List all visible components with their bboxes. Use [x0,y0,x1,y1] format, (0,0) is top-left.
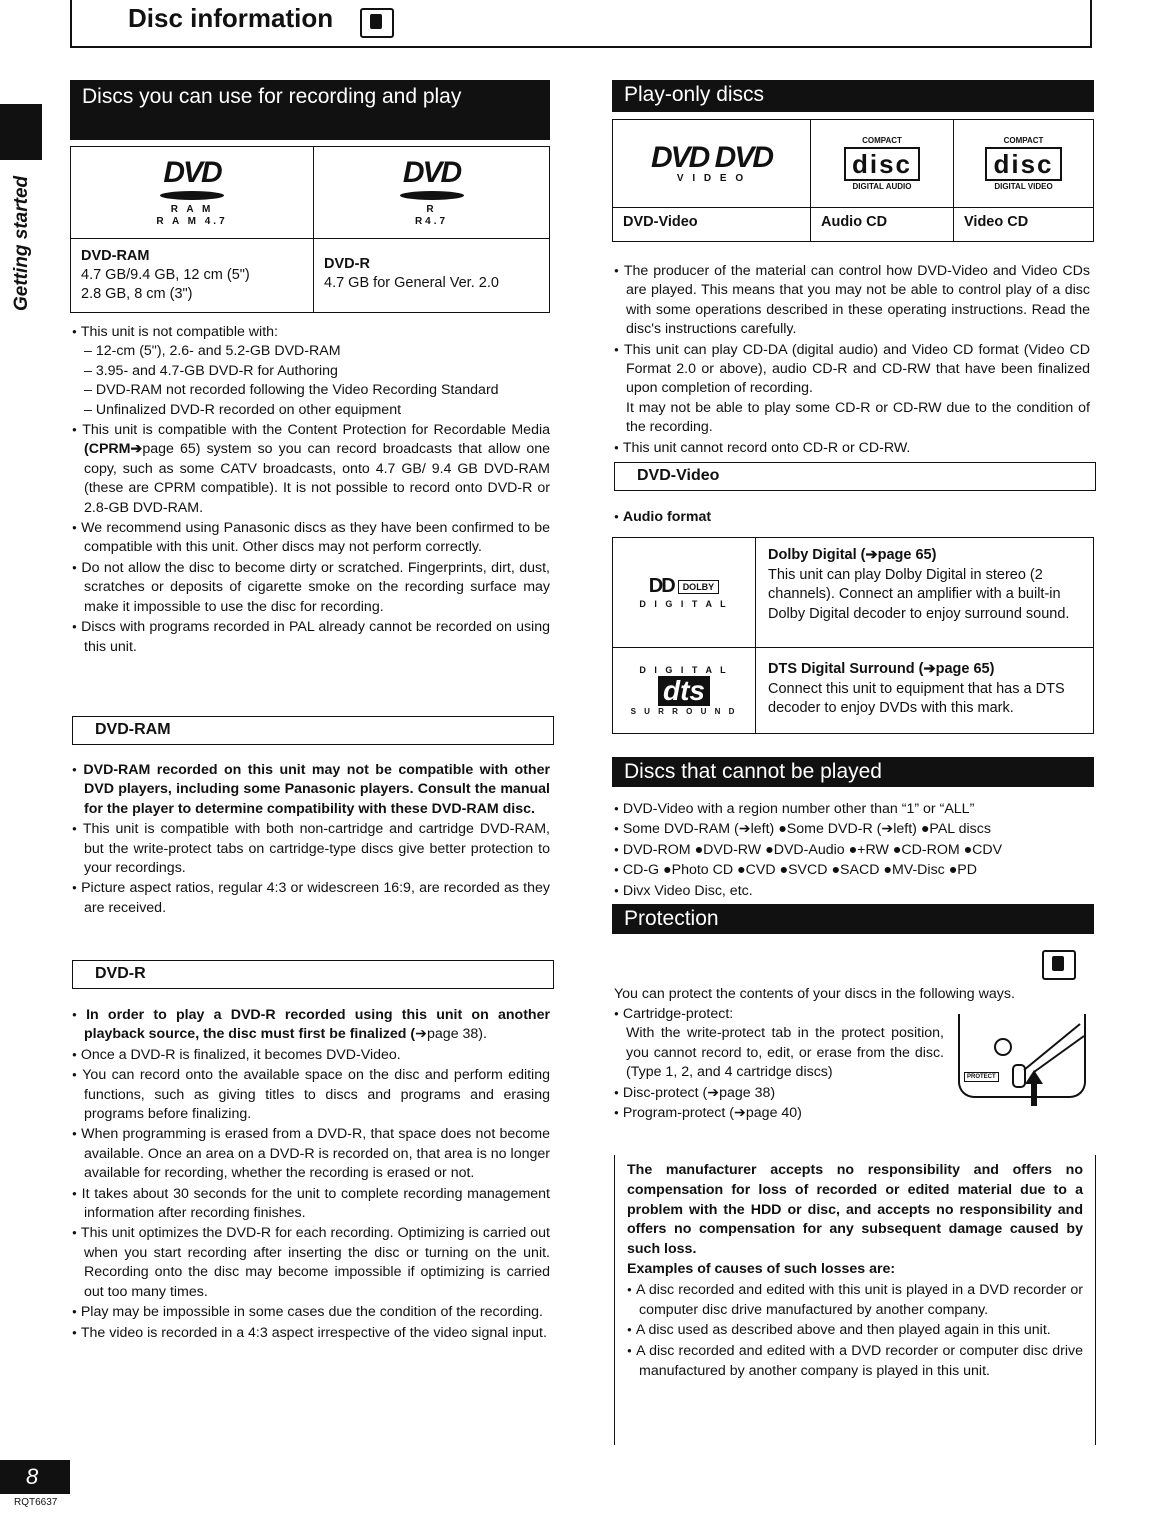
protect-label: PROTECT [964,1072,999,1082]
dvd-video-label: DVD-Video [613,208,811,242]
disclaimer-example: ● A disc recorded and edited with a DVD recorder or computer disc drive manufactured by another company is played in this unit. [627,1341,1083,1382]
cartridge-protect-diagram [958,1014,1086,1098]
audio-cd-label: Audio CD [811,208,954,242]
video-cd-logo: COMPACT disc DIGITAL VIDEO [954,120,1094,208]
audio-format-label: ● Audio format [614,507,914,527]
dvd-r-notes: ● In order to play a DVD-R recorded using this unit on another playback source, the disc must first be finalized (➔page 38). ● Once a DVD-R is finalized, it becomes DVD-Video. ● You can record onto the available space on the disc and perform editing functions, such as giving titles to discs and programs and erasing programs before finalizing. ● When programming is erased from a DVD-R, that space does not become available. Once an area on a DVD-R is recorded on, that area is no longer available for recording, whether the recording is erased or not. ● It takes about 30 seconds for the unit to complete recording management information after recording finishes. ● This unit optimizes the DVD-R for each recording. Optimizing is carried out when you start recording after inserting the disc or turning on the unit. Recording onto the disc may become impossible if optimizing is carried out too many times. ● Play may be impossible in some cases due the condition of the recording. ● The video is recorded in a 4:3 aspect irrespective of the video signal input. [72,1005,550,1343]
cannot-heading: Discs that cannot be played [612,757,1094,787]
dvd-ram-spec: DVD-RAM 4.7 GB/9.4 GB, 12 cm (5") 2.8 GB, 8 cm (3") [71,239,314,313]
audio-format-table [612,537,1094,734]
rec-heading: Discs you can use for recording and play [70,80,550,140]
rec-notes: ● This unit is not compatible with: – 12-cm (5"), 2.6- and 5.2-GB DVD-RAM – 3.95- and 4.7-GB DVD-R for Authoring – DVD-RAM not recorded following the Video Recording Standard – Unfinalized DVD-R recorded on other equipment ● This unit is compatible with the Content Protection for Recordable Media (CPRM➔page 65) system so you can record broadcasts that allow one copy, such as some CATV broadcasts, onto 4.7 GB/ 9.4 GB DVD-RAM (these are CPRM compatible). It is not possible to record onto DVD-R or 2.8-GB DVD-RAM. ● We recommend using Panasonic discs as they have been confirmed to be compatible with this unit. Other discs may not perform correctly. ● Do not allow the disc to become dirty or scratched. Fingerprints, dirt, dust, scratches or deposits of cigarette smoke on the recording surface may make it impossible to use the disc for recording. ● Discs with programs recorded in PAL already cannot be recorded on using this unit. [72,322,550,657]
play-heading: Play-only discs [612,80,1094,112]
dvd-video-logo: DVD DVD V I D E O [613,120,811,208]
dvd-r-heading: DVD-R [72,960,554,989]
dolby-digital-desc: Dolby Digital (➔page 65) This unit can play Dolby Digital in stereo (2 channels). Connect an amplifier with a built-in Dolby Digital decoder to enjoy surround sound. [756,538,1094,648]
dvd-r-spec: DVD-R 4.7 GB for General Ver. 2.0 [314,239,550,313]
disclaimer-text: The manufacturer accepts no responsibility and offers no compensation for loss of recorded or edited material due to a problem with the HDD or disc, and accepts no responsibility and offers no compensation for any subsequent damage caused by such loss. [627,1162,1083,1258]
dolby-digital-logo: DD DOLBY D I G I T A L [613,538,756,648]
section-label: Getting started [11,175,32,311]
pen-icon [1020,1014,1086,1074]
page-number: 8 [0,1460,70,1494]
play-notes: ● The producer of the material can control how DVD-Video and Video CDs are played. This means that you may not be able to control play of a disc with some operations described in these operating instructions. Read the disc's instructions carefully. ● This unit can play CD-DA (digital audio) and Video CD format (Video CD Format 2.0 or above), audio CD-R and CD-RW that have been finalized upon completion of recording. It may not be able to play some CD-R or CD-RW due to the condition of the recording. ● This unit cannot record onto CD-R or CD-RW. [614,261,1090,458]
dvd-ram-heading: DVD-RAM [72,716,554,745]
side-tab-marker [0,104,42,160]
disclaimer-examples-label: Examples of causes of such losses are: [627,1260,896,1277]
dts-logo: D I G I T A L dts S U R R O U N D [613,648,756,734]
video-cd-label: Video CD [954,208,1094,242]
protection-intro: You can protect the contents of your discs in the following ways. [614,986,1015,1002]
audio-cd-logo: COMPACT disc DIGITAL AUDIO [811,120,954,208]
rec-disc-table [70,146,550,313]
remote-icon [360,8,394,38]
dvd-video-heading: DVD-Video [614,462,1096,491]
dvd-ram-logo: DVD R A M R A M 4.7 [71,147,314,239]
cannot-list: ● DVD-Video with a region number other than “1” or “ALL” ● Some DVD-RAM (➔left) ●Some DVD-R (➔left) ●PAL discs ● DVD-ROM ●DVD-RW ●DVD-Audio ●+RW ●CD-ROM ●CDV ● CD-G ●Photo CD ●CVD ●SVCD ●SACD ●MV-Disc ●PD ● Divx Video Disc, etc. [614,799,1094,901]
dvd-ram-notes: ● DVD-RAM recorded on this unit may not be compatible with other DVD players, including some Panasonic players. Consult the manual for the player to determine compatibility with these DVD-RAM disc. ● This unit is compatible with both non-cartridge and cartridge DVD-RAM, but the write-protect tabs on cartridge-type discs give better protection to your recordings. ● Picture aspect ratios, regular 4:3 or widescreen 16:9, are recorded as they are received. [72,760,550,918]
dvd-r-logo: DVD R R4.7 [314,147,550,239]
protection-heading: Protection [612,904,1094,934]
dts-desc: DTS Digital Surround (➔page 65) Connect this unit to equipment that has a DTS decoder to enjoy DVDs with this mark. [756,648,1094,734]
page-title: Disc information [128,3,334,33]
document-code: RQT6637 [14,1497,58,1508]
disclaimer-box [614,1155,1096,1445]
disclaimer-example: ● A disc used as described above and then played again in this unit. [627,1320,1083,1341]
disclaimer-example: ● A disc recorded and edited with this unit is played in a DVD recorder or computer disc drive manufactured by another company. [627,1280,1083,1321]
remote-icon-protection [1042,950,1076,980]
play-disc-table [612,119,1094,242]
arrow-shaft [1031,1084,1037,1106]
disc-hole-icon [994,1038,1012,1056]
protection-list: ● Cartridge-protect: With the write-protect tab in the protect position, you cannot record to, edit, or erase from the disc. (Type 1, 2, and 4 cartridge discs) ● Disc-protect (➔page 38) ● Program-protect (➔page 40) [614,1004,944,1123]
